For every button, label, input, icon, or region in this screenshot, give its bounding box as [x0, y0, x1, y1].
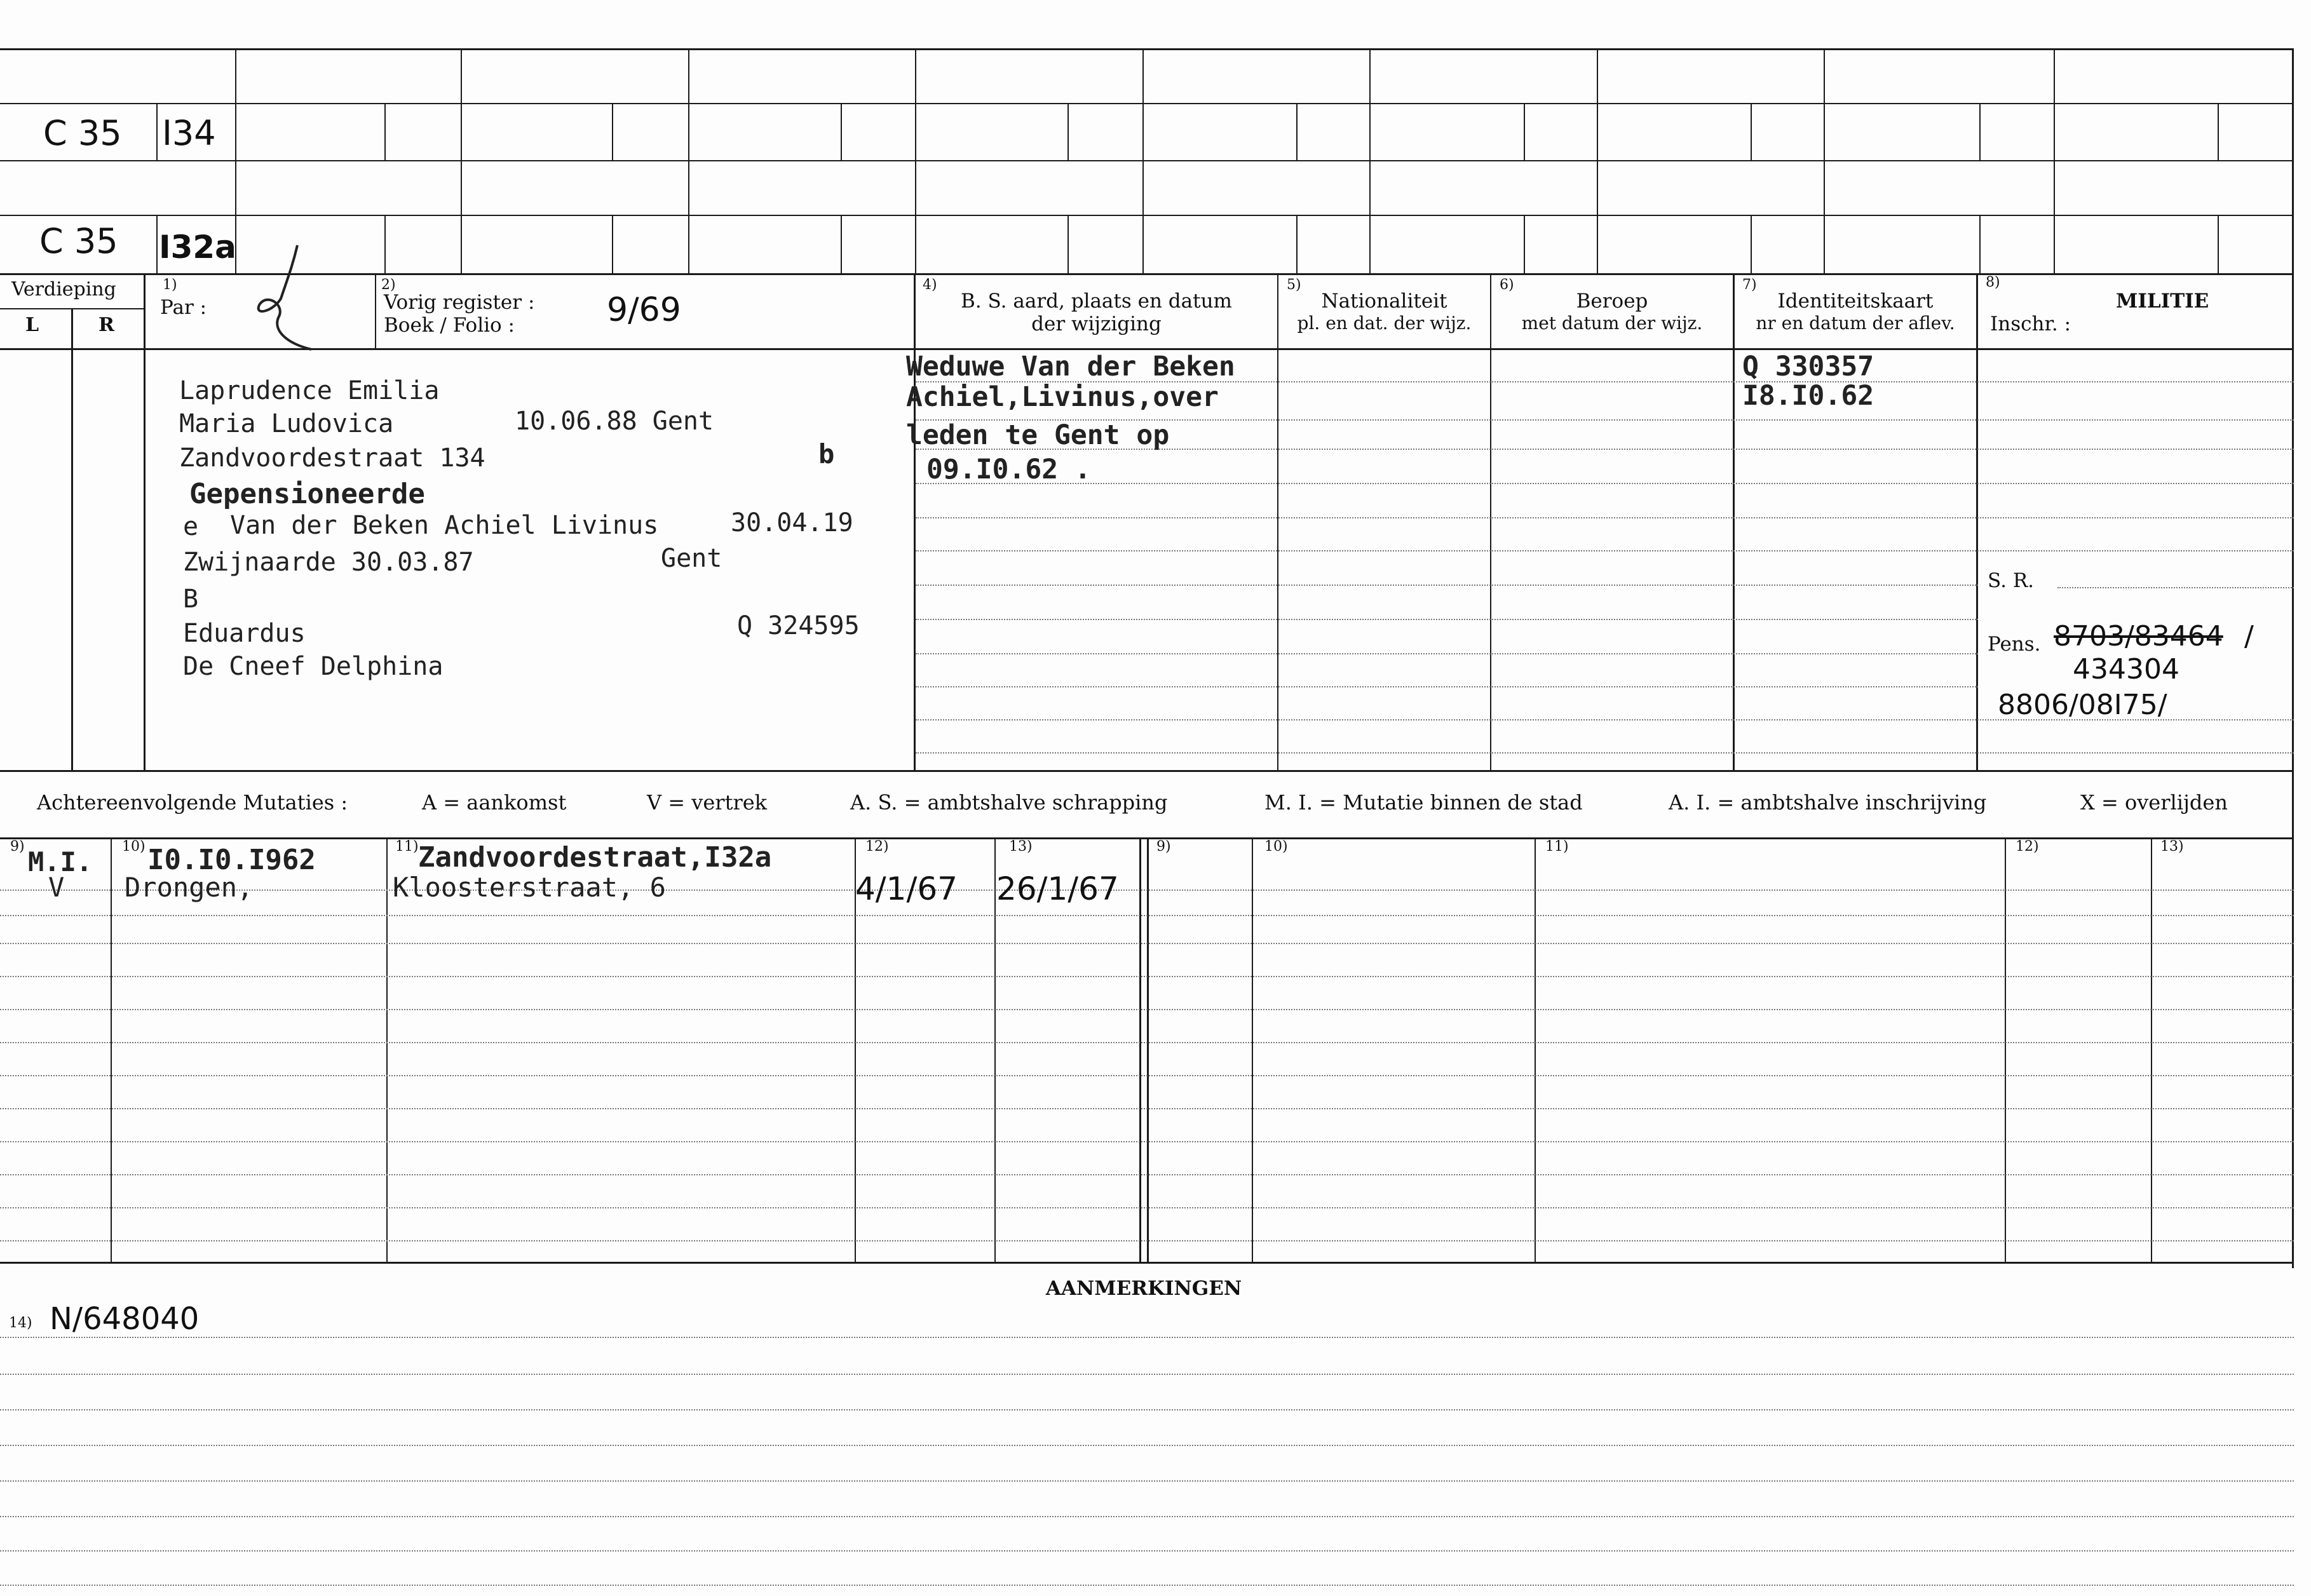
mut-col-num: 13)	[2160, 839, 2184, 855]
pens-slash: /	[2244, 620, 2254, 653]
grid-vline	[461, 48, 462, 274]
pens-line-2: 434304	[2073, 653, 2179, 686]
id-card-number: Q 330357	[1742, 351, 1874, 382]
verdieping-label: Verdieping	[11, 278, 116, 301]
pens-line-3: 8806/08I75/	[1998, 689, 2167, 721]
mut-col-num: 10)	[1264, 839, 1288, 855]
spouse-name: Van der Beken Achiel Livinus	[230, 511, 659, 540]
remarks-line	[0, 1516, 2294, 1517]
occupation: Gepensioneerde	[189, 478, 425, 510]
grid-vline	[1824, 48, 1825, 274]
legend-v: V = vertrek	[647, 790, 768, 815]
mut-col-num: 12)	[2016, 839, 2039, 855]
mut-row-line	[0, 1240, 2294, 1241]
ruled-line	[916, 653, 1978, 654]
bs-line-3: leden te Gent op	[906, 419, 1170, 451]
pens-struck: 8703/83464	[2054, 620, 2223, 653]
mut-row-line	[0, 1042, 2294, 1043]
legend-ai: A. I. = ambtshalve inschrijving	[1669, 790, 1987, 815]
mut-row-line	[0, 1141, 2294, 1142]
par-label: Par :	[160, 296, 207, 319]
mut-vline	[2151, 837, 2152, 1262]
mut-vline	[386, 837, 388, 1262]
mut-row-line	[0, 915, 2294, 916]
grid-tick	[2218, 103, 2219, 160]
nat-label-1: Nationaliteit	[1321, 290, 1447, 313]
bs-line-1: Weduwe Van der Beken	[906, 351, 1235, 382]
mut-type: V	[48, 872, 65, 903]
ident-label-2: nr en datum der aflev.	[1756, 313, 1955, 334]
mut-col-num: 13)	[1009, 839, 1033, 855]
ident-label-1: Identiteitskaart	[1777, 290, 1934, 313]
header-top-line	[0, 273, 2294, 275]
grid-tick	[612, 103, 613, 160]
remarks-line	[0, 1585, 2294, 1586]
header-bottom-line	[0, 348, 2294, 350]
grid-tick	[1067, 103, 1069, 160]
mut-row-line	[0, 1009, 2294, 1010]
bs-label-1: B. S. aard, plaats en datum	[961, 290, 1232, 313]
grid-tick	[384, 215, 386, 273]
person-name-2: Maria Ludovica	[179, 409, 394, 438]
verdieping-left: L	[25, 314, 39, 336]
grid-tick	[1524, 103, 1525, 160]
house-number-1: I34	[162, 113, 216, 153]
mut-row-line	[0, 1207, 2294, 1208]
vline-beroep	[1490, 274, 1491, 772]
mut-vline-mid	[1147, 837, 1149, 1262]
nat-num: 5)	[1287, 277, 1301, 293]
mut-vline	[994, 837, 996, 1262]
ruled-line	[916, 619, 1978, 620]
verdieping-right: R	[98, 314, 114, 336]
grid-vline	[915, 48, 916, 274]
remarks-line	[0, 1550, 2294, 1552]
mut-date: I0.I0.I962	[147, 844, 316, 876]
mut-col-num: 9)	[10, 839, 25, 855]
house-code-2: C 35	[39, 221, 118, 261]
legend-as: A. S. = ambtshalve schrapping	[850, 790, 1168, 815]
grid-tick	[1524, 215, 1525, 273]
grid-vline	[688, 48, 689, 274]
grid-vline	[2054, 48, 2055, 274]
address: Zandvoordestraat 134	[179, 443, 485, 473]
mut-col13: 26/1/67	[996, 870, 1119, 907]
militie-num: 8)	[1986, 274, 2000, 290]
beroep-label-1: Beroep	[1576, 290, 1648, 313]
birth-date-place: 10.06.88 Gent	[515, 407, 714, 436]
person-name-1: Laprudence Emilia	[179, 376, 440, 405]
father-name: Eduardus	[183, 619, 306, 648]
vline-ident	[1733, 274, 1735, 772]
right-border	[2292, 48, 2294, 1268]
grid-tick	[841, 215, 842, 273]
handwritten-mark	[248, 241, 324, 356]
mother-name: De Cneef Delphina	[183, 652, 444, 681]
spouse-prefix: e	[183, 512, 199, 541]
vorig-label: Vorig register :	[384, 291, 535, 314]
mut-place: Kloosterstraat, 6	[393, 872, 666, 903]
grid-tick	[1296, 215, 1298, 273]
spouse-birth: Zwijnaarde 30.03.87	[183, 548, 474, 577]
mut-vline	[111, 837, 112, 1262]
grid-tick	[2218, 215, 2219, 273]
remarks-line	[0, 1409, 2294, 1410]
nat-label-2: pl. en dat. der wijz.	[1297, 313, 1472, 334]
remarks-line	[0, 1374, 2294, 1375]
spouse-city: Gent	[661, 544, 722, 573]
legend-a: A = aankomst	[422, 790, 567, 815]
mut-vline-mid	[1139, 837, 1141, 1262]
grid-tick	[1751, 215, 1752, 273]
grid-tick	[384, 103, 386, 160]
legend-x: X = overlijden	[2080, 790, 2228, 815]
bs-label-2: der wijziging	[1031, 313, 1162, 335]
id-card-date: I8.I0.62	[1742, 380, 1874, 412]
mut-vline	[2005, 837, 2006, 1262]
bs-num: 4)	[923, 277, 937, 293]
ruled-line	[916, 517, 2294, 518]
grid-line	[0, 160, 2294, 161]
bs-line-2: Achiel,Livinus,over	[906, 381, 1219, 413]
mut-row-line	[0, 943, 2294, 944]
inschr-label: Inschr. :	[1990, 313, 2071, 335]
mut-col12: 4/1/67	[855, 870, 958, 907]
father-id: Q 324595	[737, 611, 860, 640]
ruled-line	[916, 752, 2294, 754]
mut-row-line	[0, 1075, 2294, 1076]
house-number-2: I32a	[159, 229, 236, 266]
legend-title: Achtereenvolgende Mutaties :	[37, 790, 348, 815]
remarks-title: AANMERKINGEN	[1045, 1277, 1242, 1300]
beroep-label-2: met datum der wijz.	[1521, 313, 1703, 334]
grid-vline	[1142, 48, 1144, 274]
sr-label: S. R.	[1988, 569, 2035, 592]
mark-b: b	[818, 438, 835, 470]
grid-tick	[1296, 103, 1298, 160]
par-num: 1)	[163, 277, 177, 293]
remarks-value: N/648040	[50, 1301, 200, 1337]
ruled-line	[916, 585, 1978, 586]
mut-bottom-line	[0, 1262, 2294, 1264]
ruled-line	[916, 686, 1978, 687]
grid-vline	[1369, 48, 1371, 274]
mut-row-line	[0, 976, 2294, 977]
grid-tick	[1751, 103, 1752, 160]
vline-militie	[1976, 274, 1978, 772]
mut-vline	[1252, 837, 1253, 1262]
grid-vline	[1597, 48, 1598, 274]
vline-lr	[71, 309, 73, 772]
mut-type: M.I.	[28, 846, 93, 877]
bs-line-4: 09.I0.62 .	[926, 454, 1091, 485]
grid-tick	[1979, 215, 1981, 273]
mut-col-num: 12)	[865, 839, 889, 855]
pens-label: Pens.	[1988, 633, 2041, 656]
mut-col-num: 11)	[1545, 839, 1569, 855]
mut-col-num: 9)	[1156, 839, 1171, 855]
remarks-line	[0, 1337, 2294, 1338]
ident-num: 7)	[1742, 277, 1757, 293]
remarks-line	[0, 1445, 2294, 1446]
beroep-num: 6)	[1500, 277, 1514, 293]
spouse-date: 30.04.19	[731, 508, 853, 538]
ruled-line	[916, 483, 2294, 484]
grid-tick	[1067, 215, 1069, 273]
grid-tick	[156, 103, 158, 160]
grid-tick	[612, 215, 613, 273]
mut-col-num: 10)	[122, 839, 146, 855]
vline-vorig	[375, 274, 376, 349]
vline-bs	[914, 274, 916, 772]
mut-row-line	[0, 889, 2294, 891]
vline-par	[144, 274, 146, 772]
vorig-num: 2)	[381, 277, 396, 293]
remarks-line	[0, 1480, 2294, 1482]
mut-vline	[1535, 837, 1536, 1262]
mut-row-line	[0, 1108, 2294, 1109]
grid-tick	[1979, 103, 1981, 160]
mut-date: Drongen,	[125, 872, 254, 903]
letter-b: B	[183, 585, 199, 614]
grid-line	[0, 103, 2294, 104]
vline-nat	[1277, 274, 1278, 772]
boek-folio-label: Boek / Folio :	[384, 314, 515, 337]
mut-col-num: 11)	[395, 839, 419, 855]
house-code-1: C 35	[43, 113, 122, 153]
militie-label: MILITIE	[2116, 290, 2209, 313]
mut-row-line	[0, 1174, 2294, 1175]
ruled-line	[916, 550, 2294, 551]
grid-tick	[156, 215, 158, 273]
grid-line	[0, 215, 2294, 216]
mut-place: Zandvoordestraat,I32a	[418, 841, 772, 874]
boek-folio-value: 9/69	[607, 291, 681, 329]
body-bottom-line	[0, 770, 2294, 772]
top-border	[0, 48, 2294, 50]
sr-line	[2057, 587, 2294, 588]
legend-mi: M. I. = Mutatie binnen de stad	[1264, 790, 1583, 815]
grid-tick	[841, 103, 842, 160]
remarks-num: 14)	[9, 1315, 32, 1331]
